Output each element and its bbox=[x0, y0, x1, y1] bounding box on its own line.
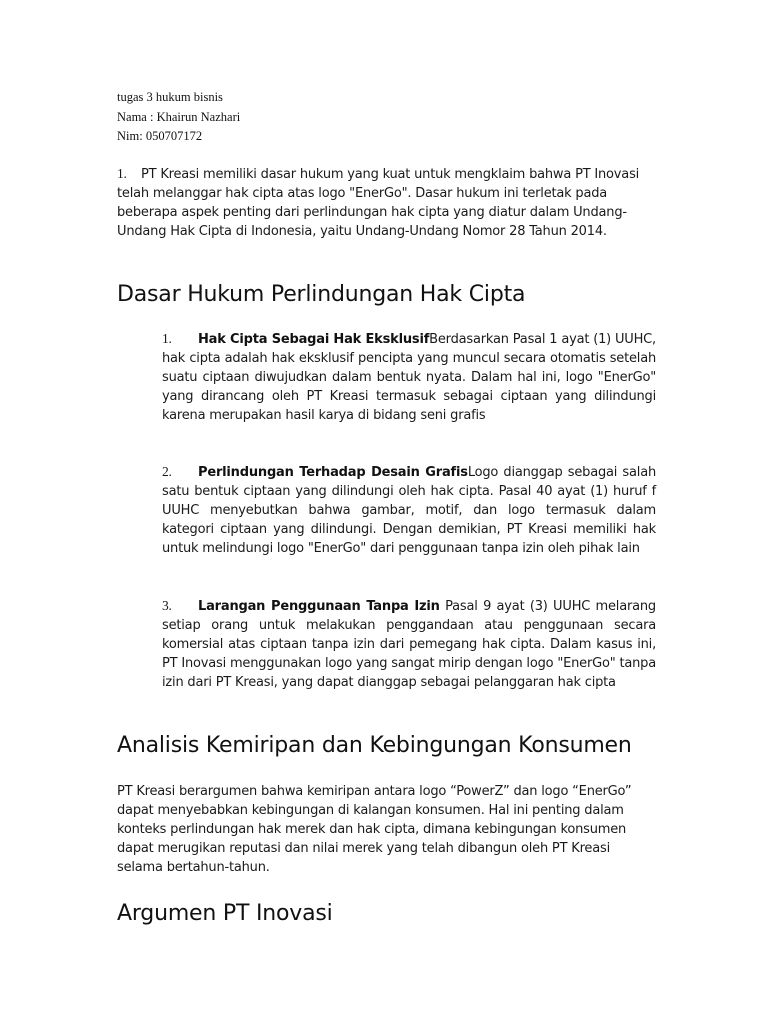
document-header bbox=[117, 88, 240, 147]
analisis-paragraph: PT Kreasi berargumen bahwa kemiripan antara logo “PowerZ” dan logo “EnerGo” dapat menyebabkan kebingungan di kalangan konsumen. Hal ini penting dalam konteks perlindungan hak merek dan hak cipta, dimana kebingungan konsumen dapat merugikan reputasi dan nilai merek yang telah dibangun oleh PT Kreasi selama bertahun-tahun. bbox=[117, 784, 632, 875]
list-item bbox=[162, 596, 656, 692]
list-item bbox=[162, 329, 656, 425]
list-item bbox=[162, 462, 656, 558]
list-item-number: 3. bbox=[162, 598, 172, 613]
list-item-title: Hak Cipta Sebagai Hak Eksklusif bbox=[198, 332, 430, 347]
intro-text: PT Kreasi memiliki dasar hukum yang kuat untuk mengklaim bahwa PT Inovasi telah melanggar hak cipta atas logo "EnerGo". Dasar hukum ini terletak pada beberapa aspek penting dari perlindungan hak cipta yang diatur dalam Undang-Undang Hak Cipta di Indonesia, yaitu Undang-Undang Nomor 28 Tahun 2014. bbox=[117, 167, 640, 239]
student-id: Nim: 050707172 bbox=[117, 129, 203, 143]
list-item-title: Perlindungan Terhadap Desain Grafis bbox=[198, 465, 468, 480]
section-heading-argumen: Argumen PT Inovasi bbox=[117, 901, 333, 926]
student-name: Nama : Khairun Nazhari bbox=[117, 109, 241, 124]
list-item-text: Berdasarkan Pasal 1 ayat (1) UUHC, hak cipta adalah hak eksklusif pencipta yang muncul secara otomatis setelah suatu ciptaan diwujudkan dalam bentuk nyata. Dalam hal ini, logo "EnerGo" yang dirancang oleh PT Kreasi termasuk sebagai ciptaan yang dilindungi karena merupakan hasil karya di bidang seni grafis bbox=[162, 332, 656, 423]
section-heading-analisis: Analisis Kemiripan dan Kebingungan Konsumen bbox=[117, 733, 632, 758]
intro-paragraph bbox=[117, 164, 657, 241]
list-item-number: 1. bbox=[162, 331, 172, 346]
section-heading-dasar-hukum: Dasar Hukum Perlindungan Hak Cipta bbox=[117, 282, 526, 307]
list-item-text: Logo dianggap sebagai salah satu bentuk ciptaan yang dilindungi oleh hak cipta. Pasal 40 ayat (1) huruf f UUHC menyebutkan bahwa gambar, motif, dan logo termasuk dalam kategori ciptaan yang dilindungi. Dengan demikian, PT Kreasi memiliki hak untuk melindungi logo "EnerGo" dari penggunaan tanpa izin oleh pihak lain bbox=[162, 465, 656, 556]
list-item-number: 2. bbox=[162, 464, 172, 479]
list-item-title: Larangan Penggunaan Tanpa Izin bbox=[198, 599, 440, 614]
intro-number: 1. bbox=[117, 166, 127, 181]
list-item-text: Pasal 9 ayat (3) UUHC melarang setiap orang untuk melakukan penggandaan atau penggunaan secara komersial atas ciptaan tanpa izin dari pemegang hak cipta. Dalam kasus ini, PT Inovasi menggunakan logo yang sangat mirip dengan logo "EnerGo" tanpa izin dari PT Kreasi, yang dapat dianggap sebagai pelanggaran hak cipta bbox=[162, 599, 656, 690]
assignment-title: tugas 3 hukum bisnis bbox=[117, 90, 223, 104]
